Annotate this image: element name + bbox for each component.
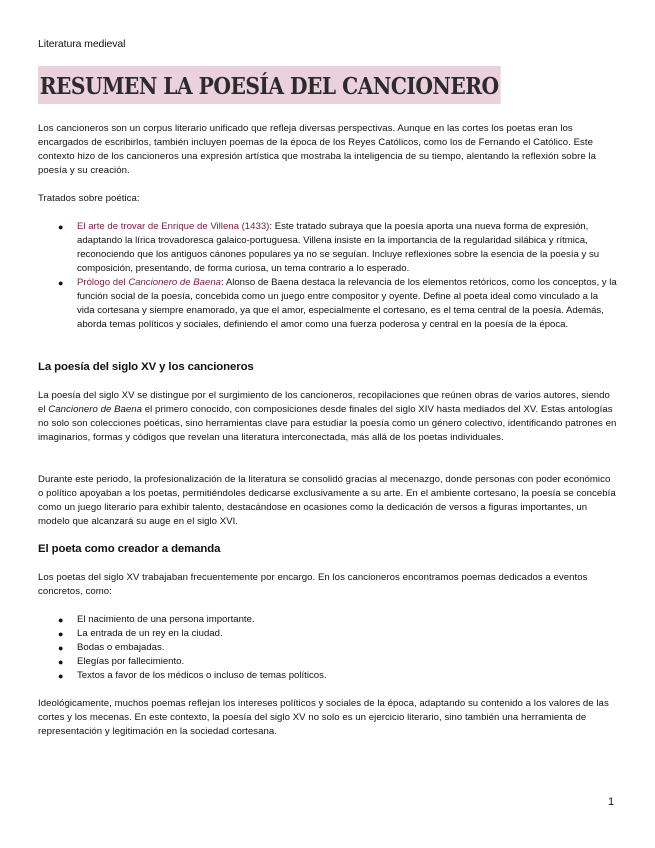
list-item-text: La entrada de un rey en la ciudad.: [77, 628, 223, 639]
italic-title: Cancionero de Baena: [48, 404, 143, 415]
list-item-text: Textos a favor de los médicos o incluso de temas políticos.: [77, 670, 327, 681]
treatise-link-villena[interactable]: El arte de trovar de Enrique de Villena (1433): [77, 221, 270, 232]
list-item: [38, 655, 618, 669]
list-item-text: Elegías por fallecimiento.: [77, 656, 185, 667]
events-list: [38, 613, 618, 683]
list-item: [38, 669, 618, 683]
list-item: [38, 641, 618, 655]
section2-paragraph-1: Los poetas del siglo XV trabajaban frecuentemente por encargo. En los cancioneros encontramos poemas dedicados a eventos concretos, como:: [38, 572, 588, 597]
list-item-text: Bodas o embajadas.: [77, 642, 165, 653]
bullet-icon: ●: [58, 629, 64, 639]
header-label: Literatura medieval: [38, 38, 126, 50]
section-heading-siglo-xv: La poesía del siglo XV y los cancioneros: [38, 361, 254, 373]
treatises-heading: Tratados sobre poética:: [38, 193, 140, 204]
list-item: [38, 220, 618, 276]
text-run: La poesía del siglo XV se distingue por el surgimiento de los cancioneros, recopilaciones que reúnen obras de varios autores, siendo el: [38, 390, 610, 415]
list-item: [38, 627, 618, 641]
treatise-description: : Alonso de Baena destaca la relevancia de los elementos retóricos, como los conceptos, y la función social de la poesía, concebida como un juego entre compositor y oyente. Define al poeta ideal como vinculado a la vida cortesana y siempre enamorado, ya que el amor, especialmente el cortesano, es el tema central de la poesía. Además, aborda temas políticos y sociales, definiendo el amor como una fuerza poderosa y central en la poesía de la época.: [77, 277, 617, 330]
intro-paragraph: Los cancioneros son un corpus literario unificado que refleja diversas perspectivas. Aunque en las cortes los poetas eran los encargados de escribirlos, también incluyen poemas de la época de los Reyes Católicos, como los de Fernando el Católico. Este contexto hizo de los cancioneros una expresión artística que mostraba la inteligencia de su tiempo, alentando la reflexión sobre la poesía y su creación.: [38, 123, 596, 176]
bullet-icon: ●: [58, 643, 64, 653]
section1-paragraph-1: [38, 389, 618, 445]
treatise-description: : Este tratado subraya que la poesía aporta una nueva forma de expresión, adaptando la lírica trovadoresca galaico-portuguesa. Villena insiste en la importancia de la regularidad silábica y rítmica, reconociendo que los antiguos cánones populares ya no se seguían. Incluye reflexiones sobre la esencia de la poesía y su composición, presentando, de forma curiosa, un tema contrario a lo esperado.: [77, 221, 600, 274]
page-title: RESUMEN LA POESÍA DEL CANCIONERO: [38, 66, 500, 104]
section-heading-poeta: El poeta como creador a demanda: [38, 543, 221, 555]
section2-paragraph-2: Ideológicamente, muchos poemas reflejan los intereses políticos y sociales de la época, adaptando su contenido a los valores de las cortes y los mecenas. En este contexto, la poesía del siglo XV no solo es un ejercicio literario, sino también una herramienta de representación y legitimación en la sociedad cortesana.: [38, 698, 609, 737]
list-item: [38, 613, 618, 627]
bullet-icon: ●: [58, 657, 64, 667]
text-run: el primero conocido, con composiciones desde finales del siglo XIV hasta mediados del XV. Estas antologías no solo son colecciones poéticas, sino herramientas clave para estudiar la poesía como un género colectivo, identificando patrones en imaginarios, formas y códigos que revelan una literatura interconectada, más allá de los poetas individuales.: [38, 404, 617, 443]
page-number: 1: [608, 796, 615, 808]
list-item: [38, 276, 618, 332]
bullet-icon: ●: [58, 671, 64, 681]
section1-paragraph-2: Durante este periodo, la profesionalización de la literatura se consolidó gracias al mecenazgo, donde personas con poder económico o político apoyaban a los poetas, permitiéndoles dedicarse exclusivamente a su arte. En el ambiente cortesano, la poesía se concebía como un juego literario para exhibir talento, destacándose en ocasiones como la dedicación de versos a figuras importantes, un modelo que alcanzará su auge en el siglo XVI.: [38, 474, 616, 527]
list-item-text: El nacimiento de una persona importante.: [77, 614, 255, 625]
bullet-icon: ●: [58, 222, 64, 232]
link-prefix: Prólogo del: [77, 277, 129, 288]
title-highlight: [38, 66, 576, 104]
treatises-list: [38, 220, 618, 332]
treatise-link-baena[interactable]: [77, 277, 221, 288]
bullet-icon: ●: [58, 278, 64, 288]
bullet-icon: ●: [58, 615, 64, 625]
link-italic-title: Cancionero de Baena: [128, 277, 222, 288]
